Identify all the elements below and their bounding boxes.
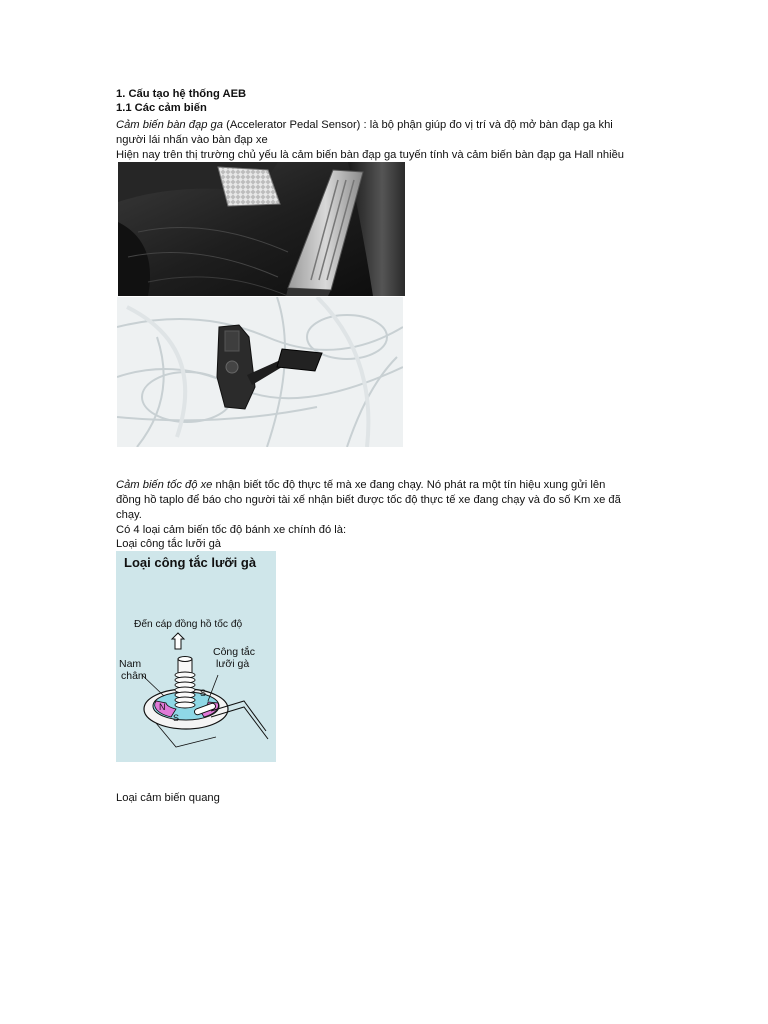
paragraph-accelerator-text: (Accelerator Pedal Sensor) : là bộ phận giúp đo vị trí và độ mở bàn đạp ga khi <box>222 119 613 131</box>
pole-s-right: S <box>200 688 207 698</box>
pole-s-left: S <box>173 713 180 723</box>
pole-n-left: N <box>159 702 166 712</box>
reed-label-cable: Đến cáp đồng hồ tốc độ <box>134 619 243 630</box>
paragraph-speed-sensor-line2: đồng hồ taplo để báo cho người tài xế nhận biết được tốc độ thực tế xe đang chạy và đo số Km xe đã <box>116 494 621 506</box>
reed-label-magnet-line1: Nam <box>119 658 142 670</box>
paragraph-accelerator-line2: người lái nhấn vào bàn đạp xe <box>116 134 268 146</box>
pedal-sensor-illustration <box>117 297 403 447</box>
paragraph-optical-sensor: Loại cảm biến quang <box>116 792 220 804</box>
paragraph-speed-sensor-text: nhận biết tốc độ thực tế mà xe đang chạy. Nó phát ra một tín hiệu xung gửi lên <box>212 479 606 491</box>
paragraph-accelerator-sensor <box>116 118 613 132</box>
heading-sensors: 1.1 Các cảm biến <box>116 102 207 114</box>
reed-switch-diagram <box>116 551 276 762</box>
reed-label-switch-line2: lưỡi gà <box>216 658 250 670</box>
reed-diagram-title: Loại công tắc lưỡi gà <box>124 555 257 570</box>
paragraph-speed-sensor <box>116 478 605 492</box>
paragraph-sensor-count: Có 4 loại cảm biến tốc độ bánh xe chính đó là: <box>116 524 347 536</box>
reed-label-switch-line1: Công tắc <box>213 646 256 658</box>
term-accelerator-sensor: Cảm biến bàn đạp ga <box>116 119 223 131</box>
heading-aeb-structure: 1. Cấu tạo hệ thống AEB <box>116 88 247 100</box>
paragraph-reed-switch: Loại công tắc lưỡi gà <box>116 538 222 550</box>
paragraph-speed-sensor-line3: chạy. <box>116 509 142 521</box>
term-speed-sensor: Cảm biến tốc độ xe <box>116 479 213 491</box>
reed-label-magnet <box>119 658 147 682</box>
accelerator-pedal-photo <box>118 162 405 296</box>
reed-label-magnet-line2: châm <box>121 670 147 682</box>
paragraph-pedal-types: Hiện nay trên thị trường chủ yếu là cảm biến bàn đạp ga tuyến tính và cảm biến bàn đạp ga Hall nhiều <box>116 149 625 161</box>
